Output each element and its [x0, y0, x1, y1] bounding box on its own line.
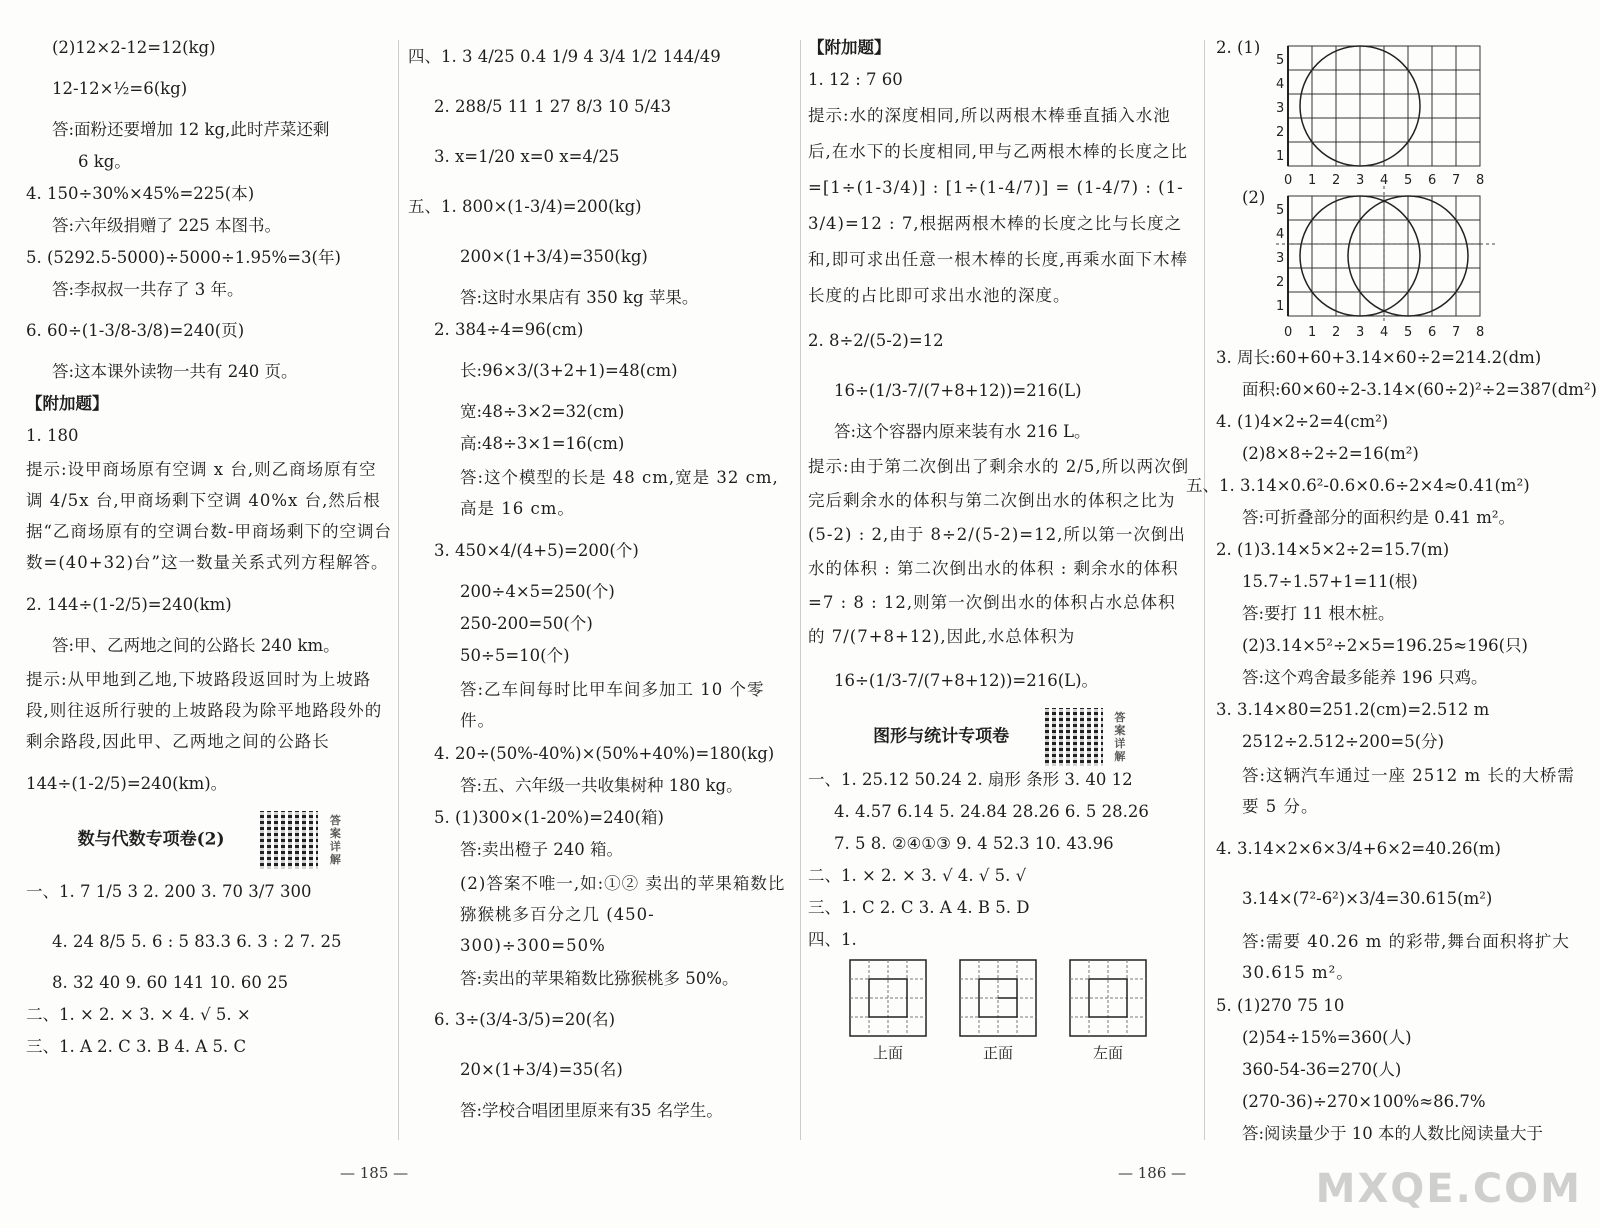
line: 20×(1+3/4)=35(名)	[460, 1060, 623, 1079]
line: 二、1. × 2. × 3. × 4. √ 5. ×	[26, 1005, 251, 1024]
qr-code-icon	[1045, 708, 1103, 766]
line: (2)54÷15%=360(人)	[1242, 1028, 1412, 1047]
view-label: 正面	[982, 1044, 1013, 1062]
line: 7. 5 8. ②④①③ 9. 4 52.3 10. 43.96	[834, 834, 1114, 853]
hint-paragraph: 提示:由于第二次倒出了剩余水的 2/5,所以两次倒完后剩余水的体积与第二次倒出水的体积之比为(5-2) : 2,由于 8÷2/(5-2)=12,所以第一次倒出水的体积 : 第二次倒出水的体积 : 剩余水的体积=7 : 8 : 12,则第一次倒出水的体积占水总体积的 7/(7+8+12),因此,水总体积为	[808, 457, 1190, 646]
column-2	[408, 34, 792, 1129]
qr-label: 答案详解	[329, 814, 341, 866]
grid-circles-1	[1276, 34, 1546, 184]
axis-label: 1	[1276, 149, 1285, 164]
line: 答:这时水果店有 350 kg 苹果。	[460, 288, 699, 307]
line: 8. 32 40 9. 60 141 10. 60 25	[52, 973, 289, 992]
line: 一、1. 7 1/5 3 2. 200 3. 70 3/7 300	[26, 882, 312, 901]
line: 1. 12 : 7 60	[808, 70, 903, 89]
axis-label: 1	[1308, 173, 1317, 184]
axis-label: 2	[1276, 275, 1285, 290]
column-divider	[398, 40, 399, 1140]
line: 144÷(1-2/5)=240(km)。	[26, 774, 228, 793]
line: 1. 180	[26, 426, 79, 445]
line: 长:96×3/(3+2+1)=48(cm)	[460, 361, 678, 380]
grid-circles-2	[1276, 184, 1546, 344]
hint-paragraph: 提示:水的深度相同,所以两根木棒垂直插入水池后,在水下的长度相同,甲与乙两根木棒的长度之比=[1÷(1-3/4)] : [1÷(1-4/7)] = (1-4/7) : (1-3/4)=12 : 7,根据两根木棒的长度之比与长度之和,即可求出任意一根木棒的长度,再乘水面下木棒长度的占比即可求出水池的深度。	[808, 106, 1188, 305]
line: 答:阅读量少于 10 本的人数比阅读量大于	[1242, 1124, 1544, 1143]
axis-label: 3	[1356, 325, 1365, 340]
line: 12-12×½=6(kg)	[52, 79, 188, 98]
line: 答:这辆汽车通过一座 2512 m 长的大桥需要 5 分。	[1242, 766, 1575, 816]
page-number-right: — 186 —	[1118, 1164, 1187, 1182]
line: 答:李叔叔一共存了 3 年。	[52, 280, 244, 299]
line: 宽:48÷3×2=32(cm)	[460, 402, 625, 421]
line: 5. (1)300×(1-20%)=240(箱)	[434, 808, 664, 827]
line: 4. 3.14×2×6×3/4+6×2=40.26(m)	[1216, 839, 1501, 858]
line: 50÷5=10(个)	[460, 646, 570, 665]
line: 15.7÷1.57+1=11(根)	[1242, 572, 1418, 591]
line: 答:可折叠部分的面积约是 0.41 m²。	[1242, 508, 1516, 527]
line: 3. x=1/20 x=0 x=4/25	[434, 147, 620, 166]
line: 2512÷2.512÷200=5(分)	[1242, 732, 1445, 751]
column-1	[26, 34, 394, 1065]
line: 16÷(1/3-7/(7+8+12))=216(L)。	[834, 671, 1099, 690]
three-views	[848, 958, 1192, 1063]
view-front-grid	[958, 958, 1038, 1038]
axis-label: 0	[1284, 173, 1293, 184]
line: (270-36)÷270×100%≈86.7%	[1242, 1092, 1486, 1111]
axis-label: 4	[1276, 77, 1285, 92]
line: 2. (1)3.14×5×2÷2=15.7(m)	[1216, 540, 1450, 559]
line: 三、1. A 2. C 3. B 4. A 5. C	[26, 1037, 247, 1056]
line: 面积:60×60÷2-3.14×(60÷2)²÷2=387(dm²)	[1242, 380, 1597, 399]
figure-1	[1216, 34, 1588, 184]
axis-label: 5	[1404, 325, 1413, 340]
line: 4. 4.57 6.14 5. 24.84 28.26 6. 5 28.26	[834, 802, 1149, 821]
section-title-text: 图形与统计专项卷	[873, 726, 1010, 747]
line: 6. 3÷(3/4-3/5)=20(名)	[434, 1010, 616, 1029]
line: 250-200=50(个)	[460, 614, 593, 633]
line: (2)12×2-12=12(kg)	[52, 38, 216, 57]
axis-label: 5	[1404, 173, 1413, 184]
column-divider	[800, 40, 801, 1140]
axis-label: 4	[1276, 227, 1285, 242]
axis-label: 3	[1356, 173, 1365, 184]
line: 五、1. 3.14×0.6²-0.6×0.6÷2×4≈0.41(m²)	[1186, 476, 1530, 495]
column-4	[1186, 34, 1597, 1152]
line: 2. 384÷4=96(cm)	[434, 320, 584, 339]
axis-label: 6	[1428, 325, 1437, 340]
line: 答:卖出的苹果箱数比猕猴桃多 50%。	[460, 969, 739, 988]
section-title-text: 数与代数专项卷(2)	[77, 829, 225, 850]
line: 答:要打 11 根木桩。	[1242, 604, 1395, 623]
line: 4. 24 8/5 5. 6 : 5 83.3 6. 3 : 2 7. 25	[52, 932, 342, 951]
line: (2)3.14×5²÷2×5=196.25≈196(只)	[1242, 636, 1528, 655]
line: 二、1. × 2. × 3. √ 4. √ 5. √	[808, 866, 1027, 885]
line: 2. 288/5 11 1 27 8/3 10 5/43	[434, 97, 672, 116]
axis-label: 0	[1284, 325, 1293, 340]
line: 4. 150÷30%×45%=225(本)	[26, 184, 255, 203]
line: 答:需要 40.26 m 的彩带,舞台面积将扩大 30.615 m²。	[1242, 932, 1570, 982]
line: 3. 周长:60+60+3.14×60÷2=214.2(dm)	[1216, 348, 1542, 367]
hint-paragraph: 提示:设甲商场原有空调 x 台,则乙商场原有空调 4/5x 台,甲商场剩下空调 40%x 台,然后根据“乙商场原有的空调台数-甲商场剩下的空调台数=(40+32)台”这一数量关系式列方程解答。	[26, 460, 393, 572]
section-heading: 【附加题】	[808, 38, 891, 57]
line: 6. 60÷(1-3/8-3/8)=240(页)	[26, 321, 245, 340]
axis-label: 2	[1332, 173, 1341, 184]
axis-label: 2	[1332, 325, 1341, 340]
axis-label: 4	[1380, 325, 1389, 340]
line: 2. (1)	[1216, 38, 1261, 57]
line: 答:这个模型的长是 48 cm,宽是 32 cm,高是 16 cm。	[460, 468, 779, 518]
line: 2. 144÷(1-2/5)=240(km)	[26, 595, 232, 614]
qr-code-icon	[260, 811, 318, 869]
qr-label: 答案详解	[1114, 711, 1126, 763]
line: 答:学校合唱团里原来有35 名学生。	[460, 1101, 723, 1120]
view-label: 上面	[872, 1044, 903, 1062]
hint-paragraph: 提示:从甲地到乙地,下坡路段返回时为上坡路段,则往返所行驶的上坡路段为除平地路段外的剩余路段,因此甲、乙两地之间的公路长	[26, 670, 383, 751]
line: 4. (1)4×2÷2=4(cm²)	[1216, 412, 1389, 431]
view-left	[1068, 958, 1148, 1063]
section-heading: 【附加题】	[26, 394, 109, 413]
column-divider	[1204, 40, 1205, 1140]
axis-label: 7	[1452, 325, 1461, 340]
axis-label: 3	[1276, 251, 1285, 266]
view-label: 左面	[1092, 1044, 1123, 1062]
line: 答:五、六年级一共收集树种 180 kg。	[460, 776, 743, 795]
view-top	[848, 958, 928, 1063]
line: 四、1.	[808, 930, 857, 949]
line: 6 kg。	[78, 152, 131, 171]
line: 四、1. 3 4/25 0.4 1/9 4 3/4 1/2 144/49	[408, 47, 721, 66]
section-title	[808, 708, 1192, 766]
axis-label: 1	[1308, 325, 1317, 340]
line: 5. (5292.5-5000)÷5000÷1.95%=3(年)	[26, 248, 341, 267]
axis-label: 5	[1276, 53, 1285, 68]
axis-label: 8	[1476, 173, 1485, 184]
line: 16÷(1/3-7/(7+8+12))=216(L)	[834, 381, 1082, 400]
line: 答:甲、乙两地之间的公路长 240 km。	[52, 636, 340, 655]
line: 答:这个鸡舍最多能养 196 只鸡。	[1242, 668, 1488, 687]
line: 3.14×(7²-6²)×3/4=30.615(m²)	[1242, 889, 1493, 908]
axis-label: 6	[1428, 173, 1437, 184]
line: 200×(1+3/4)=350(kg)	[460, 247, 648, 266]
line: 答:卖出橙子 240 箱。	[460, 840, 624, 859]
view-front	[958, 958, 1038, 1063]
axis-label: 2	[1276, 125, 1285, 140]
view-top-grid	[848, 958, 928, 1038]
axis-label: 8	[1476, 325, 1485, 340]
axis-label: 5	[1276, 203, 1285, 218]
page-number-left: — 185 —	[340, 1164, 409, 1182]
axis-label: 7	[1452, 173, 1461, 184]
line: 360-54-36=270(人)	[1242, 1060, 1402, 1079]
figure-2	[1216, 184, 1588, 344]
axis-label: 4	[1380, 173, 1389, 184]
watermark-logo: MXQE.COM	[1315, 1166, 1582, 1212]
line: 五、1. 800×(1-3/4)=200(kg)	[408, 197, 642, 216]
line: 三、1. C 2. C 3. A 4. B 5. D	[808, 898, 1030, 917]
line: 3. 450×4/(4+5)=200(个)	[434, 541, 639, 560]
line: (2)答案不唯一,如:①② 卖出的苹果箱数比猕猴桃多百分之几 (450-300)÷300=50%	[460, 874, 786, 955]
line: 一、1. 25.12 50.24 2. 扇形 条形 3. 40 12	[808, 770, 1133, 789]
view-left-grid	[1068, 958, 1148, 1038]
line: 答:面粉还要增加 12 kg,此时芹菜还剩	[52, 120, 330, 139]
axis-label: 1	[1276, 299, 1285, 314]
section-title	[26, 811, 394, 869]
line: (2)	[1242, 188, 1266, 207]
line: 高:48÷3×1=16(cm)	[460, 434, 625, 453]
line: 5. (1)270 75 10	[1216, 996, 1345, 1015]
axis-label: 3	[1276, 101, 1285, 116]
line: 答:六年级捐赠了 225 本图书。	[52, 216, 282, 235]
line: 答:乙车间每时比甲车间多加工 10 个零件。	[460, 680, 765, 730]
column-3	[808, 34, 1192, 1063]
line: 3. 3.14×80=251.2(cm)=2.512 m	[1216, 700, 1490, 719]
line: 答:这本课外读物一共有 240 页。	[52, 362, 298, 381]
line: 答:这个容器内原来装有水 216 L。	[834, 422, 1091, 441]
line: (2)8×8÷2÷2=16(m²)	[1242, 444, 1419, 463]
line: 200÷4×5=250(个)	[460, 582, 615, 601]
line: 4. 20÷(50%-40%)×(50%+40%)=180(kg)	[434, 744, 775, 763]
line: 2. 8÷2/(5-2)=12	[808, 331, 944, 350]
